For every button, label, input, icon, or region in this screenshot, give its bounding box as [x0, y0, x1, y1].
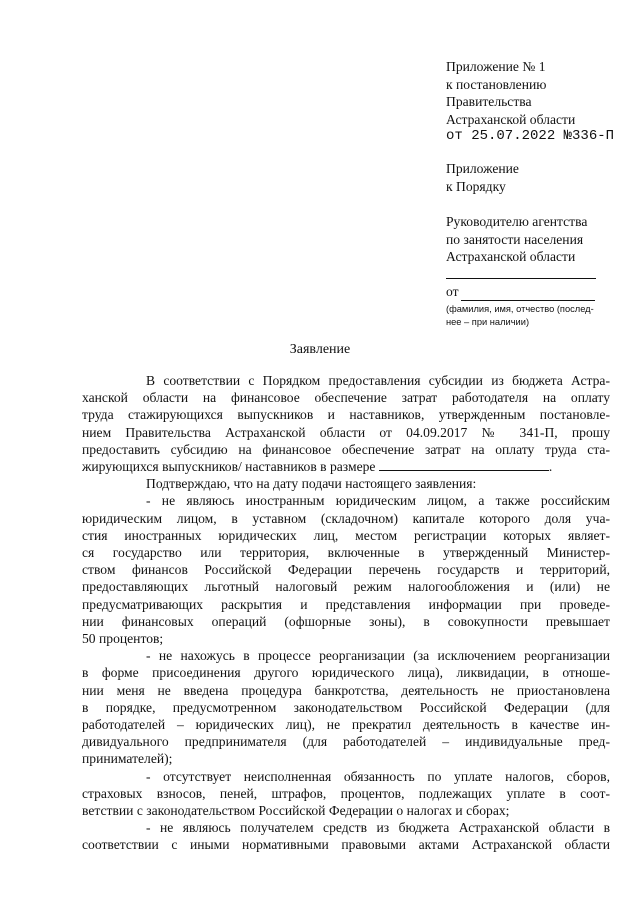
text-line: 50 процентов;: [82, 631, 164, 647]
statement-body: [82, 372, 610, 854]
text-line: предоставляющих льготный налоговый режим налогообложения и (или) не: [82, 579, 610, 595]
text-line: труда стажирующихся выпускников и наставников, утвержденным постановле-: [82, 407, 610, 423]
addressee-line: Астраханской области: [446, 249, 576, 264]
appendix-1-line: Приложение № 1: [446, 59, 546, 74]
bullet-reorganization: [82, 647, 610, 767]
text-line: соответствии с иными нормативными правовыми актами Астраханской области: [82, 837, 610, 853]
paragraph-request: [82, 372, 610, 475]
bullet-tax-obligations: [82, 768, 610, 820]
text-line: ханской области на финансовое обеспечение затрат работодателя на оплату: [82, 390, 610, 406]
text-line: ством финансов Российской Федерации перечень государств и территорий,: [82, 562, 610, 578]
appendix-2-line: к Порядку: [446, 178, 506, 194]
resolution-date: от 25.07.2022 №336-П: [446, 128, 615, 144]
bullet-budget-recipient: [82, 819, 610, 853]
text-line: предусматривающих раскрытия и представления информации при проведе-: [82, 596, 610, 612]
addressee-block: [446, 213, 626, 266]
text-line: - не являюсь получателем средств из бюджета Астраханской области в: [146, 820, 610, 836]
text-line: в порядке, предусмотренном законодательством Российской Федерации (для: [82, 699, 610, 715]
appendix-1-line: Астраханской области: [446, 111, 576, 127]
text-line: нии меня не введена процедура банкротства, деятельность не приостановлена: [82, 682, 610, 698]
text-line: ветствии с законодательством Российской Федерации о налогах и сборах;: [82, 803, 510, 819]
sentence-end: .: [548, 459, 553, 475]
from-row: [446, 283, 626, 301]
amount-text: жирующихся выпускников/ наставников в размере: [82, 459, 376, 475]
from-label: от: [446, 284, 459, 299]
addressee-line: Руководителю агентства: [446, 214, 588, 229]
appendix-2-header: [446, 160, 626, 195]
document-title: Заявление: [289, 342, 351, 357]
addressee-line: по занятости населения: [446, 231, 584, 247]
sender-blank-line: [446, 262, 596, 279]
text-line: - не являюсь иностранным юридическим лицом, а также российским: [146, 493, 610, 509]
text-line: - отсутствует неисполненная обязанность по уплате налогов, сборов,: [146, 768, 610, 784]
appendix-2-line: Приложение: [446, 161, 519, 176]
text-line: в форме присоединения другого юридического лица), ликвидации, в отноше-: [82, 665, 610, 681]
text-line: В соответствии с Порядком предоставления субсидии из бюджета Астра-: [146, 373, 610, 388]
text-line: стия иностранных юридических лиц, местом регистрации которых являет-: [82, 527, 610, 543]
text-line-with-blank: [82, 458, 610, 475]
from-hint-line: (фамилия, имя, отчество (послед-: [446, 303, 594, 314]
appendix-1-line: к постановлению: [446, 76, 547, 92]
text-line: Подтверждаю, что на дату подачи настоящего заявления:: [146, 476, 477, 492]
text-line: предоставить субсидию на финансовое обеспечение затрат на оплату труда ста-: [82, 441, 610, 457]
amount-blank-field: [379, 458, 549, 471]
text-line: принимателей);: [82, 751, 173, 767]
text-line: нии финансовых операций (офшорные зоны), в совокупности превышает: [82, 613, 610, 629]
text-line: работодателей – юридических лиц), не прекратил деятельность в качестве ин-: [82, 717, 610, 733]
from-fill-line: [461, 286, 595, 301]
text-line: - не нахожусь в процессе реорганизации (за исключением реорганизации: [146, 648, 610, 664]
from-hint: [446, 303, 626, 329]
text-line: юридическим лицом, в уставном (складочном) капитале которого доля уча-: [82, 510, 610, 526]
text-line: дивидуального предпринимателя (для работодателей – индивидуальные пред-: [82, 734, 610, 750]
text-line: страховых взносов, пеней, штрафов, процентов, подлежащих уплате в соот-: [82, 785, 610, 801]
appendix-1-line: Правительства: [446, 94, 532, 109]
bullet-foreign-entity: [82, 492, 610, 647]
sender-block: [446, 262, 626, 329]
appendix-1-header: [446, 58, 626, 146]
text-line: ся государство или территория, включенные в утвержденный Министер-: [82, 545, 610, 561]
from-hint-line: нее – при наличии): [446, 316, 530, 327]
text-line: нием Правительства Астраханской области от 04.09.2017 № 341-П, прошу: [82, 424, 610, 440]
paragraph-confirm: [82, 475, 610, 492]
